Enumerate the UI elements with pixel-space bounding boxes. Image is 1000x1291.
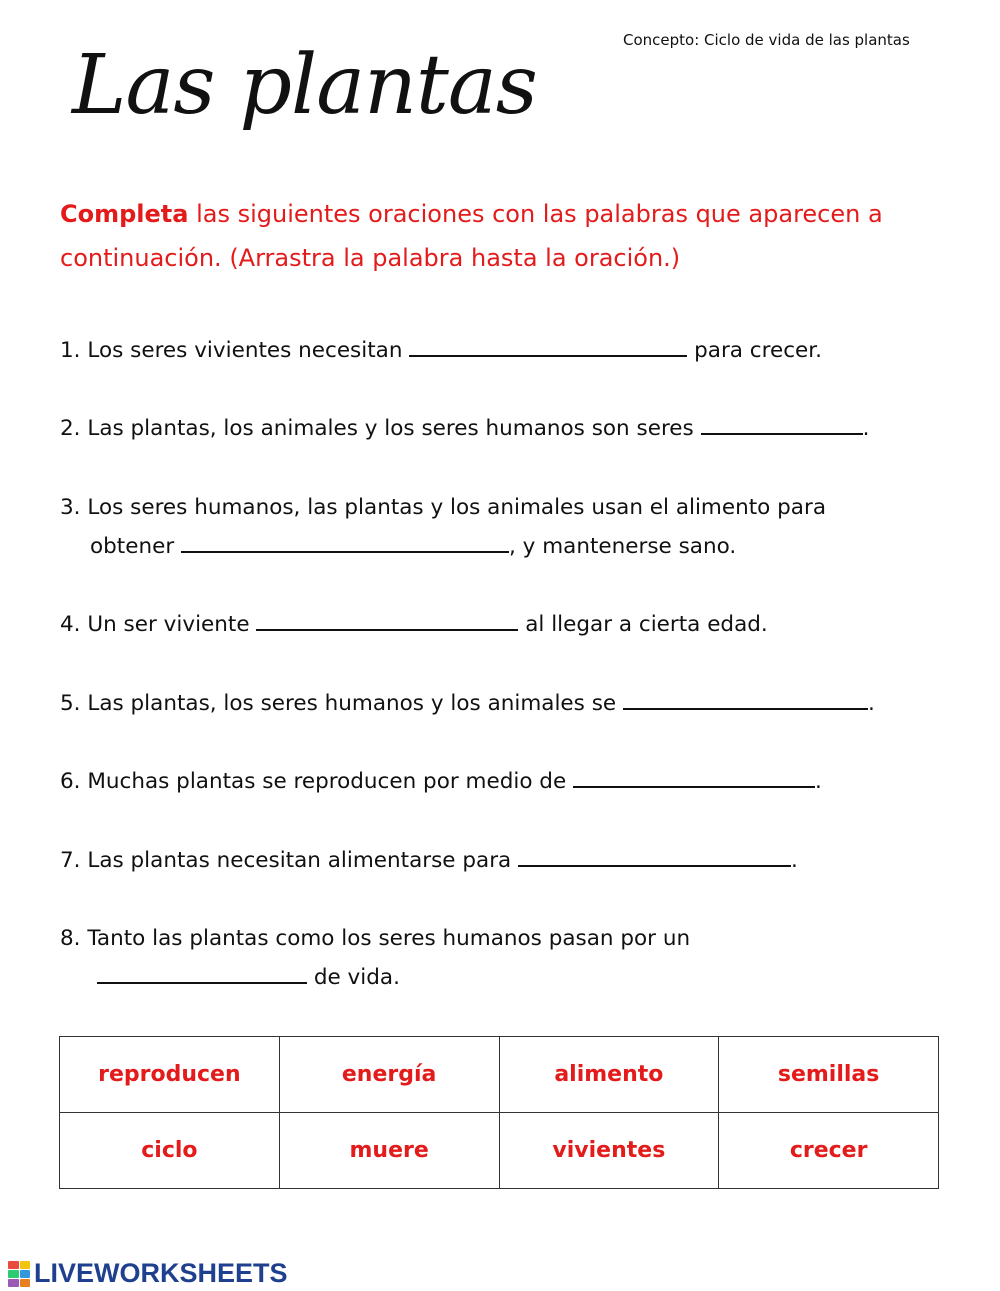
word-tile-alimento[interactable]: alimento <box>499 1037 719 1113</box>
question-3-line1: 3. Los seres humanos, las plantas y los animales usan el alimento para <box>60 495 826 520</box>
question-3-blank[interactable] <box>181 529 509 553</box>
question-6 <box>60 762 960 801</box>
word-bank <box>59 1036 939 1189</box>
question-1-before: 1. Los seres vivientes necesitan <box>60 338 410 363</box>
word-tile-crecer[interactable]: crecer <box>719 1113 939 1189</box>
question-3-line2 <box>60 527 960 566</box>
question-8 <box>60 919 960 997</box>
question-5-before: 5. Las plantas, los seres humanos y los animales se <box>60 691 623 716</box>
question-2 <box>60 409 960 448</box>
question-2-before: 2. Las plantas, los animales y los seres humanos son seres <box>60 416 701 441</box>
question-8-after: de vida. <box>307 965 400 990</box>
question-1-blank[interactable] <box>409 333 687 357</box>
question-8-line1: 8. Tanto las plantas como los seres humanos pasan por un <box>60 926 691 951</box>
question-2-blank[interactable] <box>701 411 863 435</box>
question-8-line2 <box>60 958 960 997</box>
question-7-blank[interactable] <box>518 843 791 867</box>
question-4-blank[interactable] <box>256 607 518 631</box>
footer-brand-text: LIVEWORKSHEETS <box>34 1258 288 1288</box>
question-7-before: 7. Las plantas necesitan alimentarse para <box>60 848 519 873</box>
question-4 <box>60 605 960 644</box>
question-7 <box>60 841 960 880</box>
footer-brand[interactable] <box>8 1258 288 1289</box>
word-tile-vivientes[interactable]: vivientes <box>499 1113 719 1189</box>
question-4-before: 4. Un ser viviente <box>60 612 257 637</box>
instructions <box>60 192 950 280</box>
word-bank-row <box>60 1113 939 1189</box>
question-7-after: . <box>791 848 798 873</box>
question-3-after: , y mantenerse sano. <box>509 534 737 559</box>
word-tile-semillas[interactable]: semillas <box>719 1037 939 1113</box>
instructions-text: las siguientes oraciones con las palabras que aparecen a continuación. (Arrastra la palabra hasta la oración.) <box>60 200 883 272</box>
question-8-blank[interactable] <box>97 960 307 984</box>
word-bank-row <box>60 1037 939 1113</box>
question-4-after: al llegar a cierta edad. <box>518 612 768 637</box>
question-1 <box>60 331 960 370</box>
question-5-after: . <box>867 691 875 716</box>
question-3-before: obtener <box>90 534 181 559</box>
word-tile-reproducen[interactable]: reproducen <box>60 1037 280 1113</box>
question-2-after: . <box>862 416 870 441</box>
question-3 <box>60 488 960 566</box>
question-6-before: 6. Muchas plantas se reproducen por medio de <box>60 769 574 794</box>
liveworksheets-logo-icon <box>8 1261 30 1287</box>
instructions-bold: Completa <box>60 200 189 228</box>
page-title: Las plantas <box>72 38 537 133</box>
question-5-blank[interactable] <box>623 686 868 710</box>
word-tile-ciclo[interactable]: ciclo <box>60 1113 280 1189</box>
word-tile-energia[interactable]: energía <box>279 1037 499 1113</box>
question-5 <box>60 684 960 723</box>
word-tile-muere[interactable]: muere <box>279 1113 499 1189</box>
question-1-after: para crecer. <box>687 338 822 363</box>
concept-label: Concepto: Ciclo de vida de las plantas <box>623 31 910 49</box>
question-6-after: . <box>815 769 822 794</box>
question-6-blank[interactable] <box>573 764 815 788</box>
